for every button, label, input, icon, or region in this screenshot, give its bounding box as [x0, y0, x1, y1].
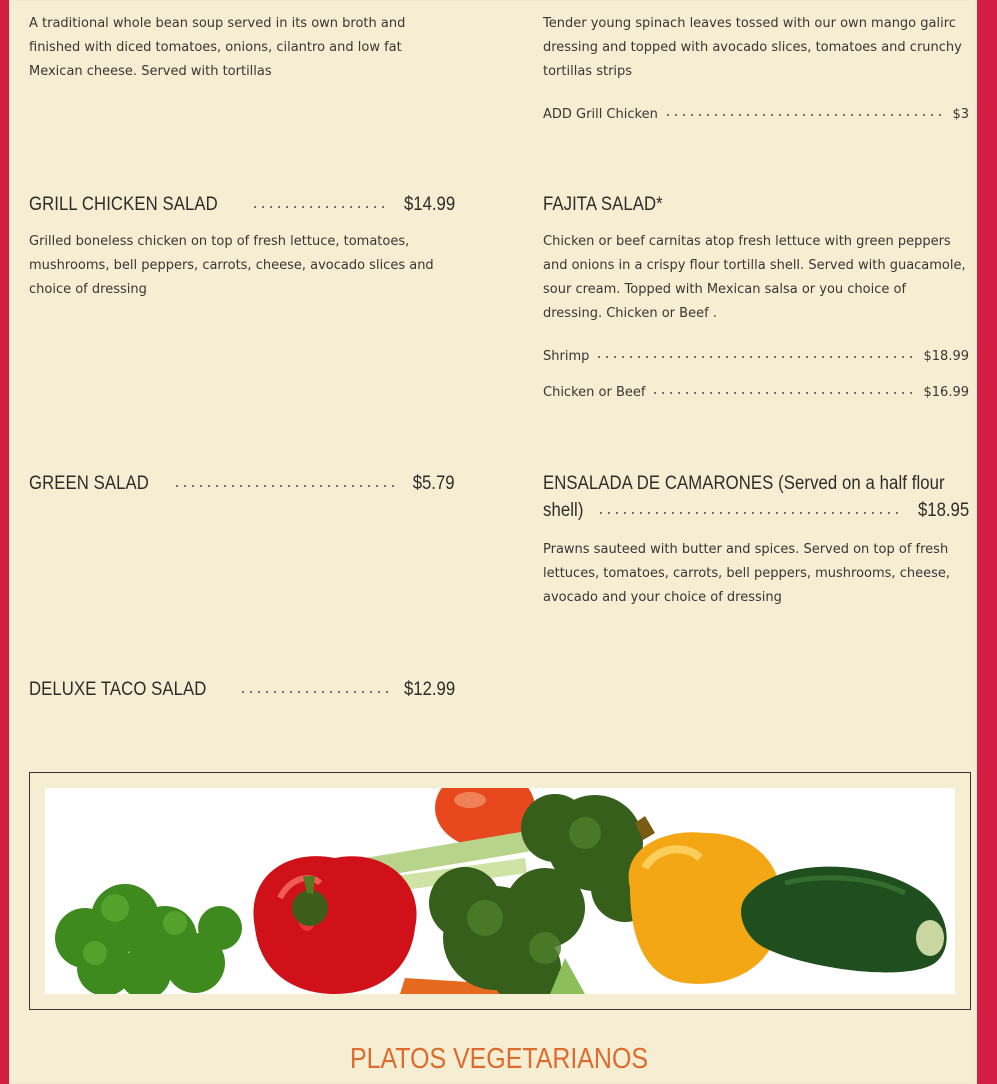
- green-salad-price: $5.79: [413, 473, 455, 494]
- dot-leader: [251, 204, 388, 210]
- dot-leader: [595, 355, 917, 359]
- fajita-salad-title-row: [543, 191, 969, 218]
- ensalada-camarones-price: $18.95: [917, 500, 969, 521]
- deluxe-taco-salad-title: DELUXE TACO SALAD: [29, 679, 207, 700]
- fajita-salad-title: FAJITA SALAD*: [543, 194, 663, 215]
- fajita-option-label: Shrimp: [543, 349, 590, 364]
- grill-chicken-salad-description: Grilled boneless chicken on top of fresh lettuce, tomatoes, mushrooms, bell peppers, carrots, cheese, avocado slices and choice of dressing: [29, 234, 434, 297]
- ensalada-camarones-title-line2: shell): [543, 500, 584, 521]
- ensalada-camarones-item: [543, 470, 969, 610]
- dot-leader: [664, 113, 947, 117]
- spinach-salad-addon-label: ADD Grill Chicken: [543, 107, 658, 122]
- green-salad-item: [29, 470, 455, 497]
- deluxe-taco-salad-item: [29, 676, 455, 703]
- dot-leader: [239, 689, 389, 695]
- ensalada-camarones-description: Prawns sauteed with butter and spices. Served on top of fresh lettuces, tomatoes, carrots, bell peppers, mushrooms, cheese, avocado and your choice of dressing: [543, 542, 950, 605]
- grill-chicken-salad-title: GRILL CHICKEN SALAD: [29, 194, 218, 215]
- fajita-option-shrimp-row: [543, 340, 969, 364]
- grill-chicken-salad-item: [29, 191, 455, 302]
- vegetables-banner: [29, 772, 971, 1010]
- green-salad-title-row: [29, 470, 455, 497]
- spinach-salad-description: Tender young spinach leaves tossed with our own mango galirc dressing and topped with avocado slices, tomatoes and crunchy tortillas strips: [543, 16, 962, 79]
- fajita-salad-description: Chicken or beef carnitas atop fresh lettuce with green peppers and onions in a crispy flour tortilla shell. Served with guacamole, sour cream. Topped with Mexican salsa or you choice of dressing. Chicken or Beef .: [543, 234, 966, 321]
- grill-chicken-salad-price: $14.99: [403, 194, 455, 215]
- vegetables-illustration: [45, 788, 955, 994]
- fajita-option-label: Chicken or Beef: [543, 385, 646, 400]
- dot-leader: [651, 391, 917, 395]
- fajita-option-chicken-beef-row: [543, 376, 969, 400]
- fajita-option-price: $18.99: [923, 349, 969, 364]
- spinach-salad-addon-price: $3: [952, 107, 969, 122]
- vegetables-image: [45, 788, 955, 994]
- bean-soup-description: A traditional whole bean soup served in its own broth and finished with diced tomatoes, onions, cilantro and low fat Mexican cheese. Served with tortillas: [29, 16, 406, 79]
- fajita-option-price: $16.99: [923, 385, 969, 400]
- section-heading: PLATOS VEGETARIANOS: [350, 1043, 648, 1075]
- page-border-right: [977, 0, 987, 1084]
- ensalada-camarones-title-row: [543, 497, 969, 524]
- deluxe-taco-salad-title-row: [29, 676, 455, 703]
- bean-soup-item: [29, 12, 455, 84]
- grill-chicken-salad-title-row: [29, 191, 455, 218]
- dot-leader: [597, 510, 903, 516]
- fajita-salad-item: [543, 191, 969, 400]
- green-salad-title: GREEN SALAD: [29, 473, 149, 494]
- deluxe-taco-salad-price: $12.99: [403, 679, 455, 700]
- spinach-salad-addon-row: [543, 98, 969, 122]
- spinach-salad-item: [543, 12, 969, 122]
- menu-page: [9, 0, 987, 1084]
- dot-leader: [173, 483, 399, 489]
- ensalada-camarones-title-line1: ENSALADA DE CAMARONES (Served on a half flour: [543, 473, 945, 494]
